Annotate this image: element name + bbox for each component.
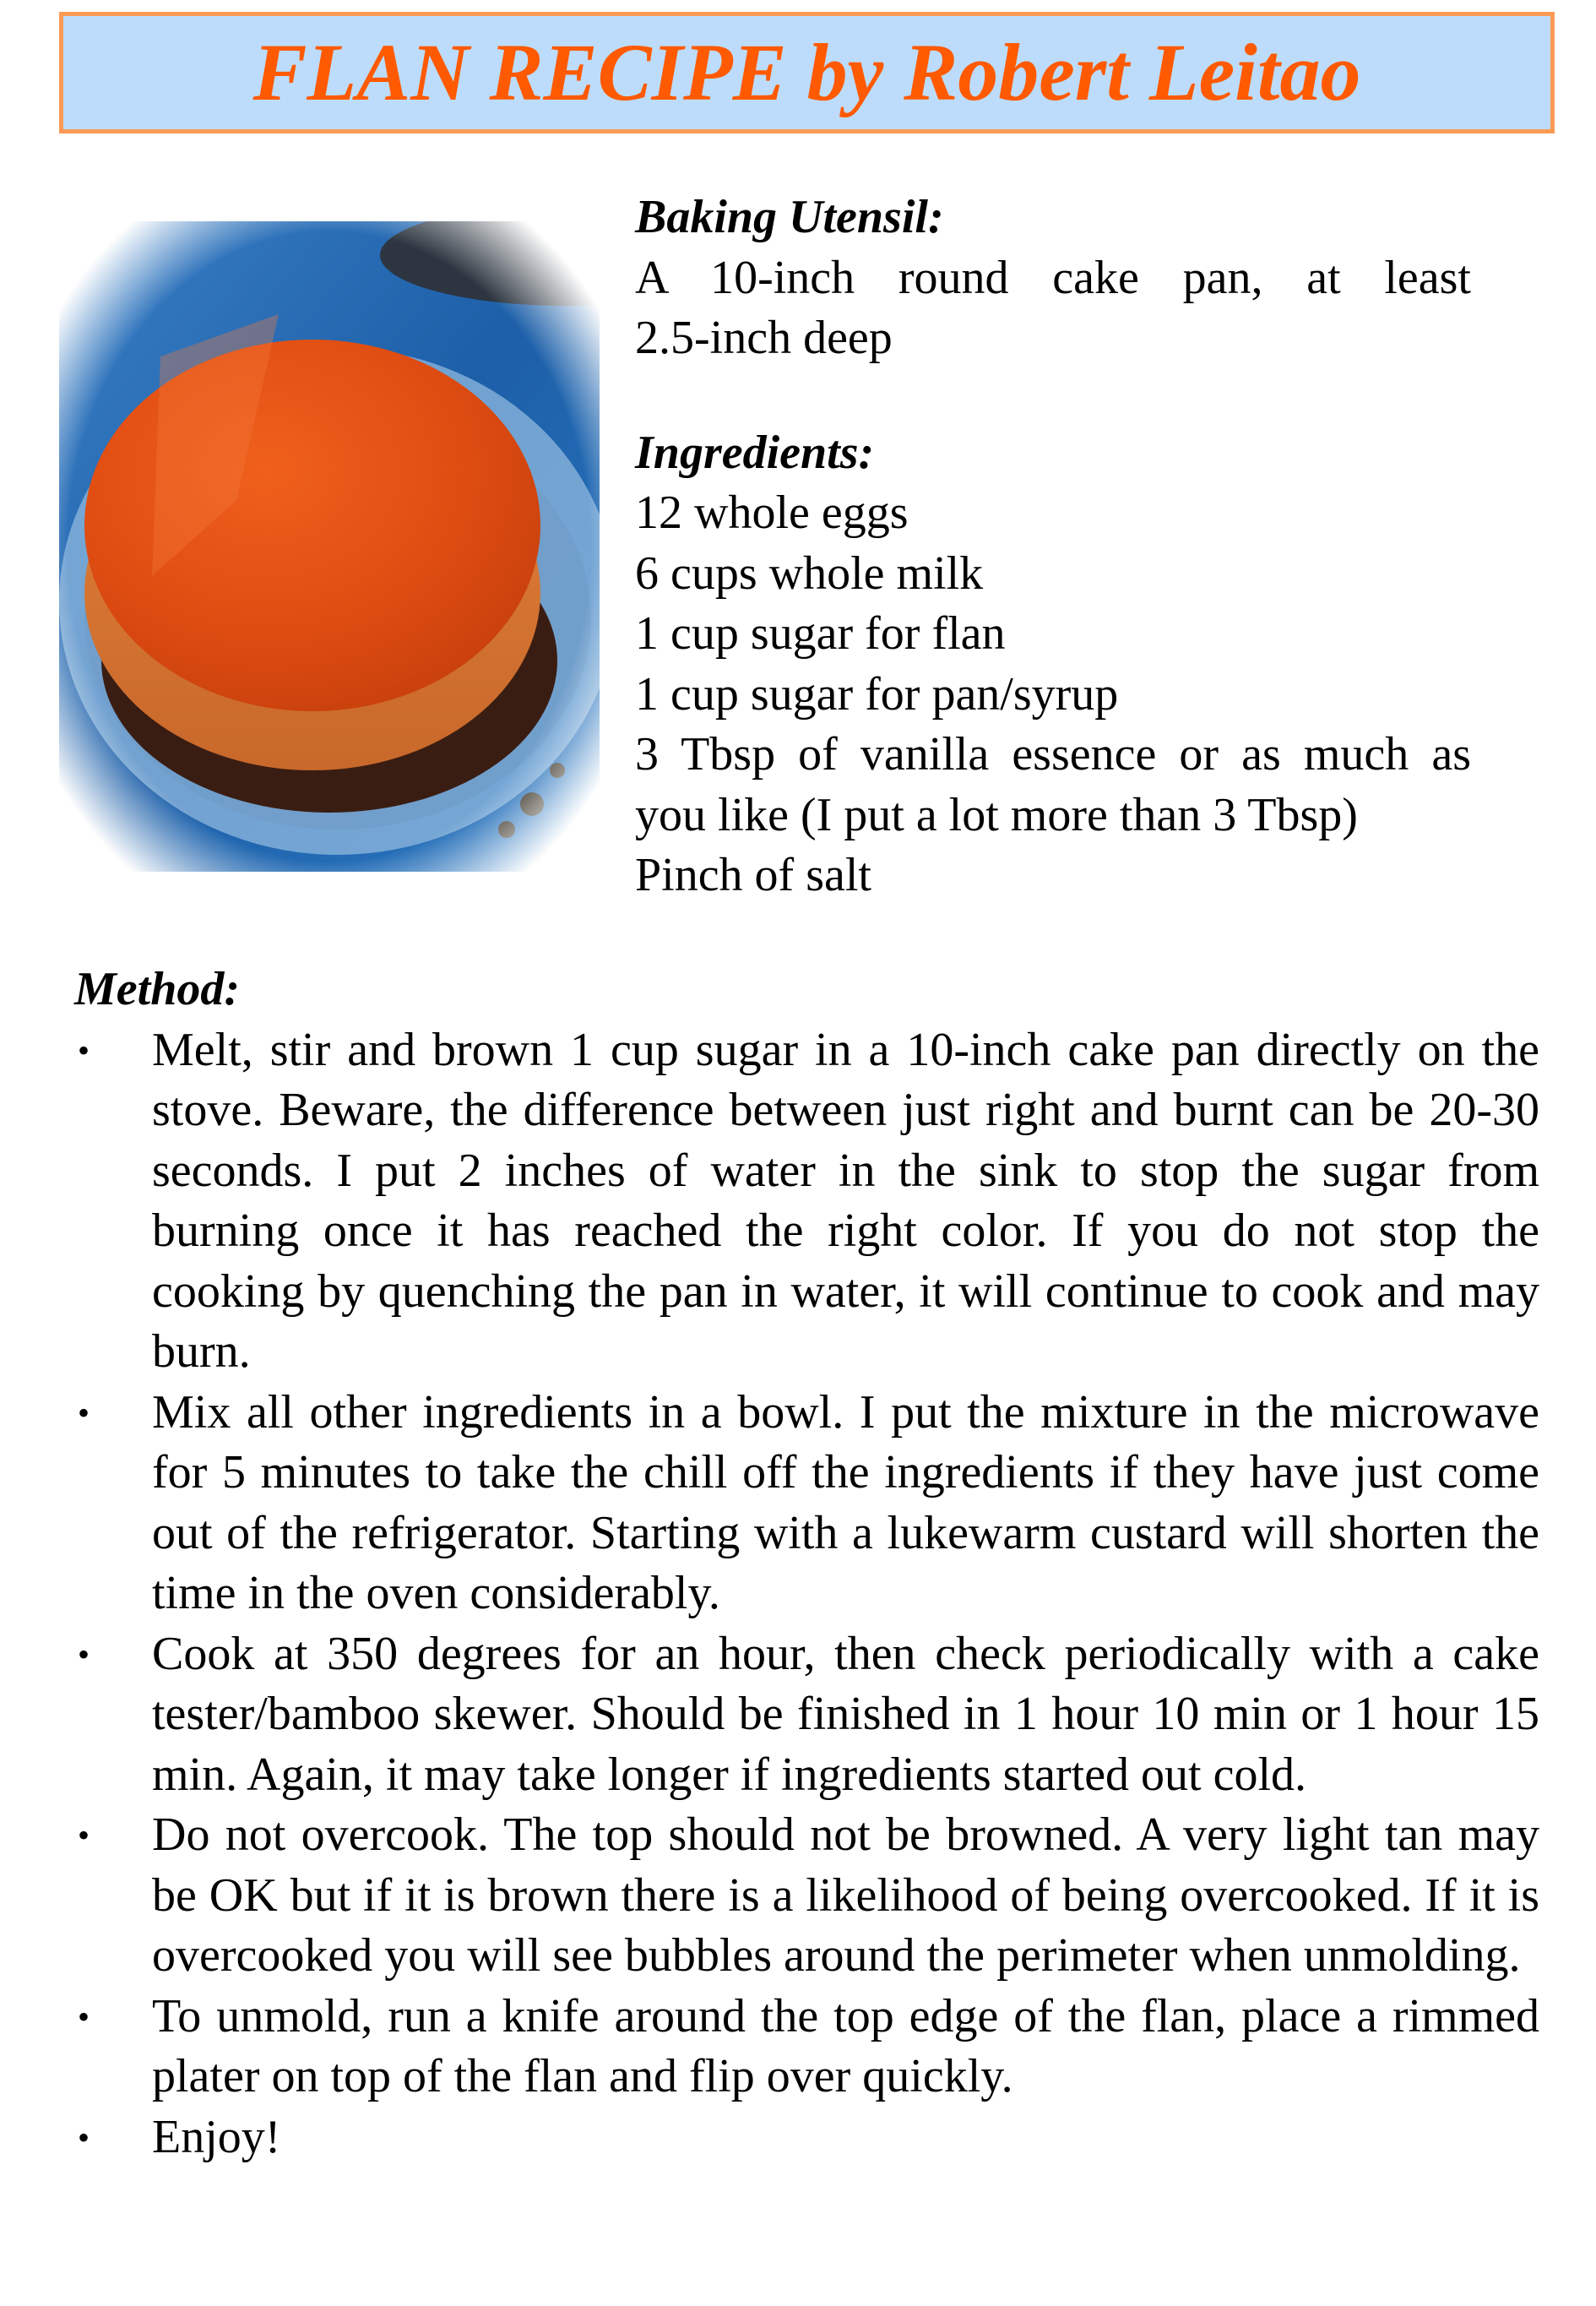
page-title: FLAN RECIPE by Robert Leitao	[252, 27, 1361, 117]
bullet-icon: •	[78, 1393, 90, 1432]
bullet-icon: •	[78, 1634, 90, 1673]
method-step	[74, 1805, 1539, 1987]
bullet-icon: •	[78, 1997, 90, 2036]
method-step	[74, 1020, 1539, 1383]
method-section	[74, 960, 1539, 2167]
method-step-text: Do not overcook. The top should not be browned. A very light tan may be OK but if it is brown there is a likelihood of being overcooked. If it is overcooked you will see bubbles around the perimeter when unmolding.	[152, 1808, 1539, 1982]
title-banner	[59, 12, 1555, 133]
ingredient-item: 6 cups whole milk	[635, 547, 984, 600]
ingredient-item: 12 whole eggs	[635, 487, 909, 539]
ingredient-item: you like (I put a lot more than 3 Tbsp)	[635, 788, 1358, 841]
section-spacer	[635, 369, 1471, 423]
bullet-icon: •	[78, 1816, 90, 1854]
method-step	[74, 1624, 1539, 1806]
flan-photo	[59, 221, 600, 872]
bullet-icon: •	[78, 1031, 90, 1069]
baking-utensil-heading: Baking Utensil:	[635, 191, 944, 243]
baking-utensil-line-1: A 10-inch round cake pan, at least	[635, 251, 1471, 304]
method-step-text: To unmold, run a knife around the top edge of the flan, place a rimmed plater on top of the flan and flip over quickly.	[152, 1989, 1539, 2102]
method-step	[74, 1383, 1539, 1624]
method-steps	[74, 1020, 1539, 2168]
method-step-text: Cook at 350 degrees for an hour, then check periodically with a cake tester/bamboo skewer. Should be finished in 1 hour 10 min or 1 hour 15 min. Again, it may take longer if ingredients started out cold.	[152, 1627, 1539, 1801]
ingredient-item: 1 cup sugar for flan	[635, 607, 1006, 660]
utensil-and-ingredients	[635, 188, 1471, 906]
method-step-text: Enjoy!	[152, 2110, 281, 2163]
method-step	[74, 2107, 1539, 2168]
method-heading: Method:	[74, 963, 240, 1015]
ingredient-item: 1 cup sugar for pan/syrup	[635, 667, 1119, 721]
method-step	[74, 1987, 1539, 2107]
method-step-text: Mix all other ingredients in a bowl. I put the mixture in the microwave for 5 minutes to take the chill off the ingredients if they have just come out of the refrigerator. Starting with a lukewarm custard will shorten the time in the oven considerably.	[152, 1385, 1539, 1619]
method-step-text: Melt, stir and brown 1 cup sugar in a 10-inch cake pan directly on the stove. Beware, the difference between just right and burnt can be 20-30 seconds. I put 2 inches of water in the sink to stop the sugar from burning once it has reached the right color. If you do not stop the cooking by quenching the pan in water, it will continue to cook and may burn.	[152, 1023, 1539, 1378]
ingredients-heading: Ingredients:	[635, 426, 875, 479]
baking-utensil-line-2: 2.5-inch deep	[635, 312, 893, 364]
ingredient-item: Pinch of salt	[635, 849, 871, 901]
bullet-icon: •	[78, 2118, 90, 2156]
ingredient-item: 3 Tbsp of vanilla essence or as much as	[635, 728, 1471, 780]
